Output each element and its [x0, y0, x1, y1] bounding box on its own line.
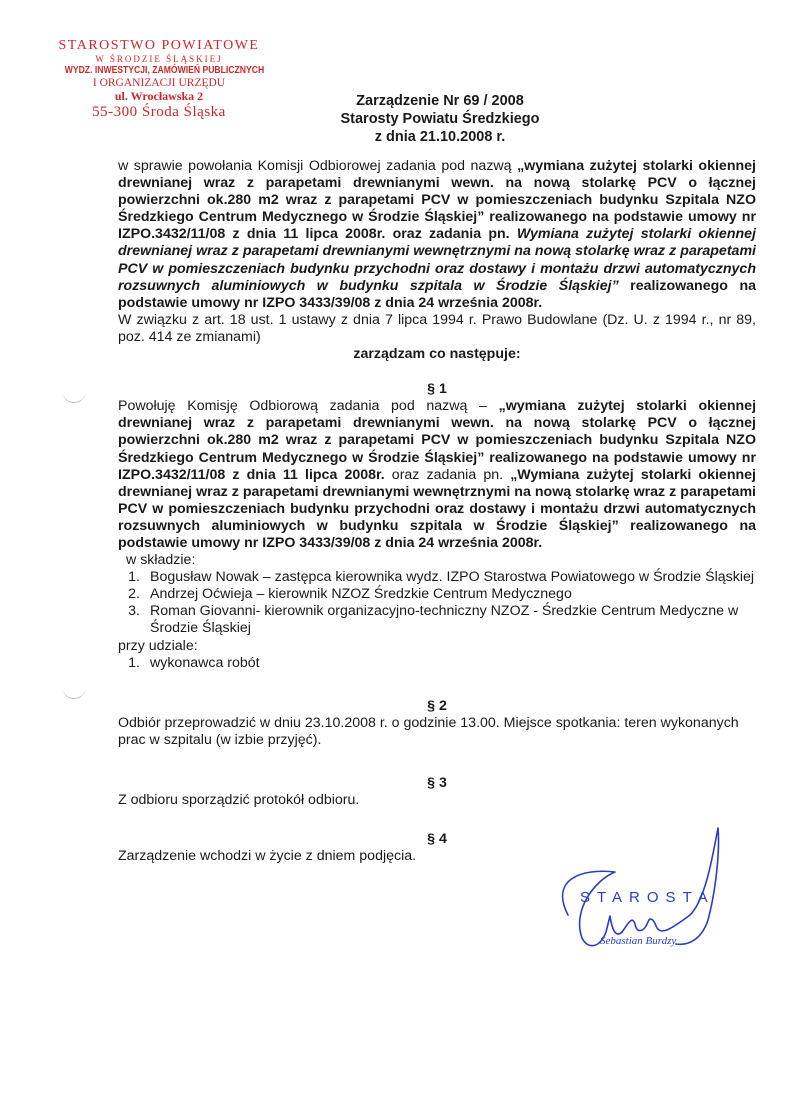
section-3-text: Z odbioru sporządzić protokół odbioru.	[118, 792, 360, 809]
signature-stamp	[540, 820, 760, 970]
stamp-line: 55-300 Środa Śląska	[92, 103, 226, 120]
stamp-line: ul. Wrocławska 2	[114, 88, 204, 103]
section-heading: § 3	[427, 775, 447, 791]
participants-list	[118, 655, 756, 672]
task-name-1: „wymiana zużytej stolarki okiennej drewnianej wraz z parapetami drewnianymi wewn. na nową stolarkę PCV o łącznej powierzchni ok.280 m2 wraz z parapetami PCV w pomieszczeniach budynku Szpitala NZO Średzkiego Centrum Medycznego w Środzie Śląskiej”	[118, 158, 756, 226]
document-title: Zarządzenie Nr 69 / 2008	[356, 93, 524, 109]
task-name-2: Wymiana zużytej stolarki okiennej drewnianej wraz z parapetami drewnianymi wewnętrznymi na nową stolarkę wraz z parapetami PCV w pomieszczeniach budynku przychodni oraz dostawy i montażu drzwi automatycznych rozsuwnych aluminiowych w budynku szpitala w Środzie Śląskiej”	[118, 226, 756, 294]
s1-task-name-2: „Wymiana zużytej stolarki okiennej drewnianej wraz z parapetami drewnianymi wewnętrznymi na nową stolarkę wraz z parapetami PCV w pomieszczeniach budynku przychodni oraz dostawy i montażu drzwi automatycznych rozsuwnych aluminiowych w budynku szpitala w Środzie Śląskiej”	[118, 466, 756, 534]
section-heading: § 2	[427, 697, 447, 714]
list-item: 1. wykonawca robót	[128, 654, 260, 671]
legal-basis: W związku z art. 18 ust. 1 ustawy z dnia 7 lipca 1994 r. Prawo Budowlane (Dz. U. z 1994 r., nr 89, poz. 414 ze zmianami)	[118, 311, 756, 345]
document-issuer: Starosty Powiatu Średzkiego	[340, 111, 540, 127]
contract-ref-1: realizowanego na podstawie umowy nr IZPO.3432/11/08 z dnia 11 lipca 2008r. oraz zadania pn.	[118, 209, 756, 243]
document-date: z dnia 21.10.2008 r.	[374, 129, 506, 145]
s1-contract-ref-1: realizowanego na podstawie umowy nr IZPO.3432/11/08 z dnia 11 lipca 2008r.	[118, 449, 756, 483]
punch-hole-mark	[62, 684, 86, 699]
office-stamp	[44, 38, 274, 121]
participation-label: przy udziale:	[118, 637, 198, 654]
document-body	[118, 158, 756, 865]
signature-stamp-word: STAROSTA	[580, 889, 715, 906]
stamp-line: W ŚRODZIE ŚLĄSKIEJ	[95, 54, 223, 65]
section-heading: § 4	[427, 831, 447, 848]
s1-text: Powołuję Komisję Odbiorową zadania pod nazwą –	[118, 398, 499, 415]
section-1-paragraph	[118, 398, 756, 552]
composition-label: w składzie:	[126, 552, 196, 569]
section-heading: § 1	[427, 381, 447, 398]
stamp-line: I ORGANIZACJI URZĘDU	[92, 76, 226, 89]
list-item: 1. Bogusław Nowak – zastępca kierownika wydz. IZPO Starostwa Powiatowego w Środzie Śląskiej	[128, 569, 755, 586]
s1-task-name-1: „wymiana zużytej stolarki okiennej drewnianej wraz z parapetami drewnianymi wewn. na nową stolarkę PCV o łącznej powierzchni ok.280 m2 wraz z parapetami PCV w pomieszczeniach budynku Szpitala NZO Średzkiego Centrum Medycznego w Środzie Śląskiej”	[118, 398, 757, 466]
section-4-text: Zarządzenie wchodzi w życie z dniem podjęcia.	[118, 848, 417, 865]
signature-name: Sebastian Burdzy	[600, 935, 677, 947]
members-list	[118, 569, 756, 637]
list-item: 2. Andrzej Oćwieja – kierownik NZOZ Średzkie Centrum Medycznego	[128, 586, 572, 603]
intro-text: w sprawie powołania Komisji Odbiorowej zadania pod nazwą	[118, 158, 518, 174]
punch-hole-mark	[62, 388, 86, 403]
stamp-line: WYDZ. INWESTYCJI, ZAMÓWIEŃ PUBLICZNYCH	[64, 64, 265, 77]
stamp-line: STAROSTWO POWIATOWE	[58, 38, 260, 53]
section-2-text: Odbiór przeprowadzić w dniu 23.10.2008 r. o godzinie 13.00. Miejsce spotkania: teren wykonanych prac w szpitalu (w izbie przyjęć).	[118, 714, 739, 748]
document-header	[290, 92, 590, 146]
s1-text: oraz zadania pn.	[384, 466, 511, 483]
s1-contract-ref-2: realizowanego na podstawie umowy nr IZPO 3433/39/08 z dnia 24 września 2008r.	[118, 517, 756, 551]
signature-scribble	[563, 828, 719, 946]
intro-paragraph	[118, 158, 756, 312]
list-item: 3. Roman Giovanni- kierownik organizacyjno-techniczny NZOZ - Średzkie Centrum Medyczne w Środzie Śląskiej	[128, 603, 739, 637]
contract-ref-2: realizowanego na podstawie umowy nr IZPO 3433/39/08 z dnia 24 września 2008r.	[118, 277, 756, 311]
decree-statement: zarządzam co następuje:	[353, 346, 521, 363]
